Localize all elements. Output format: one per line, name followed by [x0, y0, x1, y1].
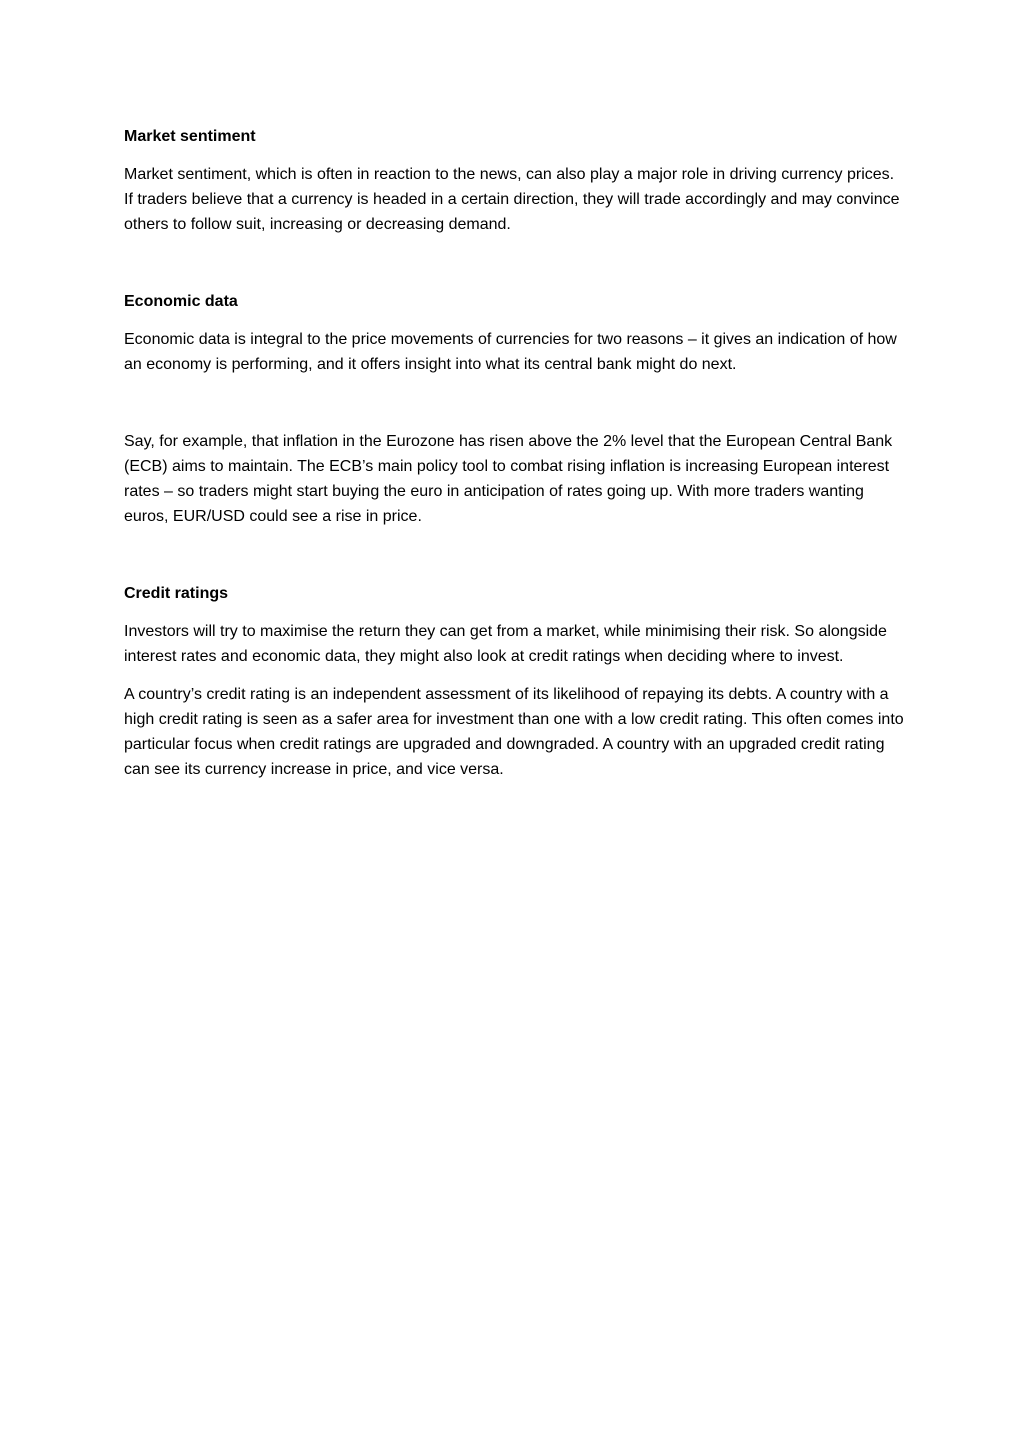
section-credit-ratings: [124, 581, 904, 782]
section-heading: Credit ratings: [124, 585, 229, 602]
document-page: [124, 124, 904, 782]
paragraph: Economic data is integral to the price movements of currencies for two reasons – it gives an indication of how an economy is performing, and it offers insight into what its central bank might do next.: [124, 331, 897, 373]
paragraph: Say, for example, that inflation in the Eurozone has risen above the 2% level that the European Central Bank (ECB) aims to maintain. The ECB’s main policy tool to combat rising inflation is increasing European interest rates – so traders might start buying the euro in anticipation of rates going up. With more traders wanting euros, EUR/USD could see a rise in price.: [124, 433, 893, 525]
section-economic-data: [124, 289, 904, 529]
paragraph: Market sentiment, which is often in reaction to the news, can also play a major role in driving currency prices. If traders believe that a currency is headed in a certain direction, they will trade accordingly and may convince others to follow suit, increasing or decreasing demand.: [124, 166, 900, 233]
paragraph: Investors will try to maximise the return they can get from a market, while minimising their risk. So alongside interest rates and economic data, they might also look at credit ratings when deciding where to invest.: [124, 623, 887, 665]
paragraph: A country’s credit rating is an independent assessment of its likelihood of repaying its debts. A country with a high credit rating is seen as a safer area for investment than one with a low credit rating. This often comes into particular focus when credit ratings are upgraded and downgraded. A country with an upgraded credit rating can see its currency increase in price, and vice versa.: [124, 686, 904, 778]
section-heading: Market sentiment: [124, 128, 256, 145]
section-market-sentiment: [124, 124, 904, 237]
section-heading: Economic data: [124, 293, 238, 310]
